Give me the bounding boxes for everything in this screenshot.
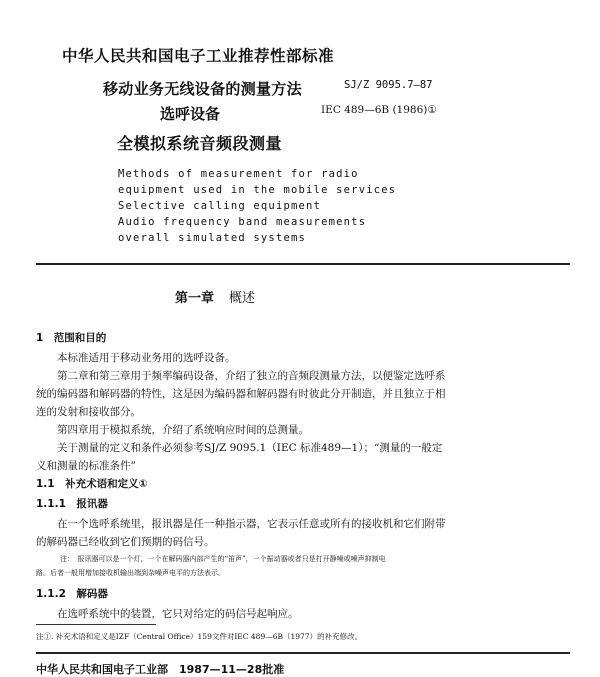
iec-reference-number: IEC 489—6B (1986)① <box>321 104 437 116</box>
body-paragraph-line: 的解码器已经收到它们预期的码信号。 <box>36 536 215 548</box>
footnote-divider <box>36 624 156 625</box>
chapter-title: 概述 <box>229 291 256 306</box>
english-title-line: equipment used in the mobile services <box>118 184 397 196</box>
body-paragraph-line: 第二章和第三章用于频率编码设备，介绍了独立的音频段测量方法，以便鉴定选呼系 <box>57 370 446 382</box>
note-line: 路。后者一般用增加接收机输出端到杂噪声电平的方法表示。 <box>36 569 225 577</box>
subsection-heading: 1.1.2 解码器 <box>36 588 108 600</box>
body-paragraph-line: 在一个选呼系统里，报讯器是任一种指示器，它表示任意或所有的接收机和它们附带 <box>57 518 446 530</box>
approval-statement: 中华人民共和国电子工业部 1987—11—28批准 <box>36 663 285 676</box>
body-paragraph: 第四章用于模拟系统，介绍了系统响应时间的总测量。 <box>57 424 309 436</box>
section-heading: 1 范围和目的 <box>36 332 107 344</box>
footnote: 注①. 补充术语和定义是IZF（Central Office）159文件对IEC 489—6B（1977）的补充修改。 <box>36 632 363 641</box>
body-paragraph-line: 关于测量的定义和条件必须参考SJ/Z 9095.1（IEC 标准489—1）；“测量的一般定 <box>57 442 443 454</box>
issuer-header: 中华人民共和国电子工业推荐性部标准 <box>62 46 335 65</box>
chapter-number: 第一章 <box>175 291 215 306</box>
standard-number: SJ/Z 9095.7—87 <box>344 79 433 91</box>
standard-title-line1: 移动业务无线设备的测量方法 <box>103 80 302 98</box>
header-divider <box>36 263 570 265</box>
subsection-heading: 1.1 补充术语和定义① <box>36 478 148 490</box>
standard-title-line3: 全模拟系统音频段测量 <box>117 134 283 153</box>
english-title-line: Methods of measurement for radio <box>118 168 359 180</box>
english-title-line: Audio frequency band measurements <box>118 216 367 228</box>
body-paragraph: 在选呼系统中的装置，它只对给定的码信号起响应。 <box>57 608 299 620</box>
standard-title-line2: 选呼设备 <box>160 105 221 123</box>
body-paragraph-line: 义和测量的标准条件” <box>36 460 136 472</box>
note-line: 注： 报讯器可以是一个灯，一个在解码器内部产生的“笛声”，一个振动器或者只是打开静噪或噪声抑制电 <box>60 555 386 563</box>
body-paragraph-line: 统的编码器和解码器的特性，这是因为编码器和解码器有时彼此分开制造，并且独立于相 <box>36 388 446 400</box>
english-title-line: Selective calling equipment <box>118 200 322 212</box>
subsection-heading: 1.1.1 报讯器 <box>36 498 108 510</box>
body-paragraph: 本标准适用于移动业务用的选呼设备。 <box>57 352 236 364</box>
english-title-line: overall simulated systems <box>118 232 307 244</box>
footer-divider <box>36 652 570 654</box>
body-paragraph-line: 连的发射和接收部分。 <box>36 406 141 418</box>
